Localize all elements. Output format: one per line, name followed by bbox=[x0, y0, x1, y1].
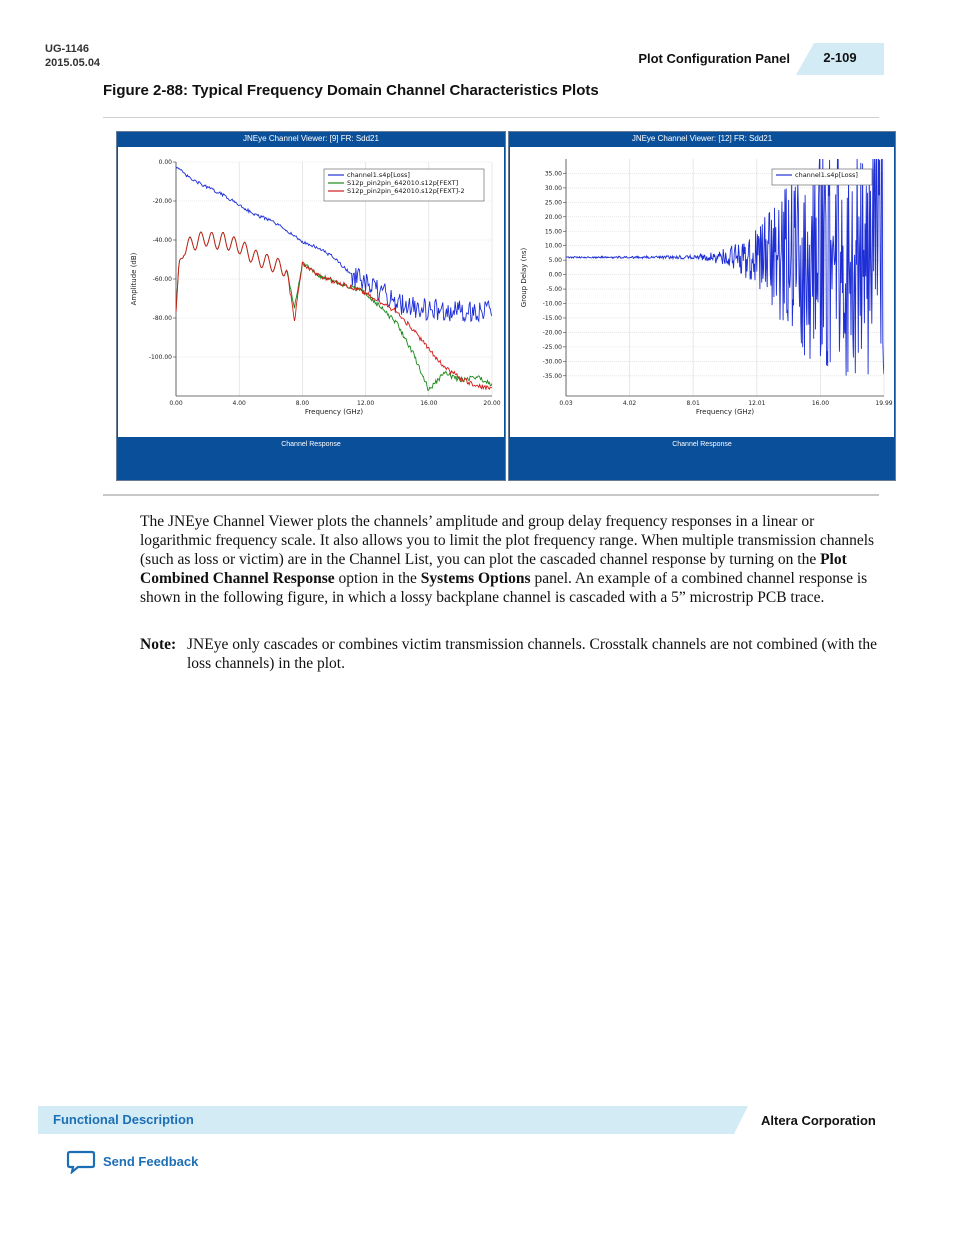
legend-label: S12p_pin2pin_642010.s12p[FEXT] bbox=[347, 179, 459, 187]
body-text: panel. An example of a combined channel response is shown in the following figure, in which a lossy backplane channel is cascaded with a 5” microstrip PCB trace. bbox=[140, 570, 868, 606]
y-tick-label: 5.00 bbox=[548, 257, 562, 265]
plot-area bbox=[118, 147, 504, 437]
chart-footer: Channel Response bbox=[281, 441, 341, 448]
legend-label: channel1.s4p[Loss] bbox=[347, 171, 410, 179]
y-tick-label: 0.00 bbox=[548, 271, 562, 279]
legend-label: S12p_pin2pin_642010.s12p[FEXT]-2 bbox=[347, 187, 465, 195]
chart-title: JNEye Channel Viewer: [9] FR: Sdd21 bbox=[243, 134, 379, 143]
y-tick-label: -25.00 bbox=[542, 343, 562, 351]
body-paragraph bbox=[140, 512, 880, 607]
x-tick-label: 12.00 bbox=[357, 400, 375, 407]
plot-area bbox=[510, 147, 894, 437]
group-delay-chart bbox=[510, 147, 894, 437]
x-tick-label: 12.01 bbox=[748, 400, 766, 407]
footer-section-bar bbox=[38, 1106, 748, 1134]
x-axis-label: Frequency (GHz) bbox=[304, 408, 364, 416]
doc-header-info bbox=[45, 42, 100, 70]
x-tick-label: 8.01 bbox=[686, 400, 700, 407]
speech-bubble-icon bbox=[66, 1150, 96, 1174]
doc-id: UG-1146 bbox=[45, 43, 90, 55]
section-title: Plot Configuration Panel bbox=[638, 51, 790, 66]
note-text: JNEye only cascades or combines victim transmission channels. Crosstalk channels are not combined (with the loss channels) in the plot. bbox=[187, 636, 878, 672]
x-tick-label: 16.00 bbox=[420, 400, 438, 407]
option-name: Plot Combined Channel Response bbox=[140, 551, 847, 587]
y-tick-label: -80.00 bbox=[152, 315, 172, 322]
doc-date: 2015.05.04 bbox=[45, 57, 101, 69]
x-tick-label: 0.00 bbox=[169, 400, 183, 407]
chart-footer: Channel Response bbox=[672, 441, 732, 448]
group-delay-chart-panel bbox=[508, 131, 896, 481]
amplitude-chart bbox=[118, 147, 504, 437]
x-tick-label: 4.02 bbox=[622, 400, 637, 407]
y-tick-label: 35.00 bbox=[544, 170, 562, 178]
footer-section-link[interactable]: Functional Description bbox=[53, 1112, 194, 1127]
y-tick-label: -15.00 bbox=[542, 314, 562, 322]
y-tick-label: 15.00 bbox=[544, 228, 562, 236]
x-tick-label: 8.00 bbox=[295, 400, 310, 407]
note-block bbox=[140, 635, 880, 673]
x-tick-label: 16.00 bbox=[811, 400, 830, 407]
chart-title: JNEye Channel Viewer: [12] FR: Sdd21 bbox=[631, 134, 773, 143]
amplitude-chart-panel bbox=[116, 131, 506, 481]
footer-company: Altera Corporation bbox=[761, 1113, 876, 1128]
y-tick-label: -5.00 bbox=[546, 286, 562, 294]
figure-caption: Figure 2-88: Typical Frequency Domain Channel Characteristics Plots bbox=[103, 82, 599, 99]
y-tick-label: 20.00 bbox=[544, 213, 562, 221]
figure-bottom-rule bbox=[103, 494, 879, 496]
y-tick-label: -30.00 bbox=[542, 358, 562, 366]
y-tick-label: 10.00 bbox=[544, 242, 562, 250]
y-tick-label: 25.00 bbox=[544, 199, 562, 207]
x-tick-label: 19.99 bbox=[875, 400, 893, 407]
y-tick-label: -20.00 bbox=[152, 198, 172, 205]
y-axis-label: Amplitude (dB) bbox=[130, 252, 138, 306]
y-tick-label: -20.00 bbox=[542, 329, 562, 337]
panel-name: Systems Options bbox=[420, 570, 531, 587]
note-label: Note: bbox=[140, 636, 177, 653]
page-number: 2-109 bbox=[823, 50, 857, 65]
x-tick-label: 4.00 bbox=[232, 400, 246, 407]
y-tick-label: 30.00 bbox=[544, 184, 562, 192]
page-number-tab bbox=[796, 43, 884, 75]
x-tick-label: 20.00 bbox=[483, 400, 501, 407]
figure-top-rule bbox=[103, 117, 879, 118]
x-tick-label: 0.03 bbox=[559, 400, 573, 407]
send-feedback-label: Send Feedback bbox=[103, 1154, 199, 1169]
y-tick-label: -100.00 bbox=[148, 354, 172, 361]
y-tick-label: -40.00 bbox=[152, 237, 172, 244]
y-tick-label: 0.00 bbox=[158, 159, 172, 166]
series-line bbox=[176, 232, 492, 390]
y-axis-label: Group Delay (ns) bbox=[520, 247, 528, 308]
body-text: The JNEye Channel Viewer plots the channels’ amplitude and group delay frequency responses in a linear or logarithmic frequency scale. It also allows you to limit the plot frequency range. When multiple transmission channels (such as loss or victim) are in the Channel List, you can plot the cascaded channel response by turning on the bbox=[140, 513, 875, 568]
y-tick-label: -35.00 bbox=[542, 372, 562, 380]
x-axis-label: Frequency (GHz) bbox=[695, 408, 755, 416]
y-tick-label: -60.00 bbox=[152, 276, 172, 283]
body-text: option in the bbox=[334, 570, 421, 587]
send-feedback-link[interactable] bbox=[66, 1150, 199, 1179]
y-tick-label: -10.00 bbox=[542, 300, 562, 308]
legend-label: channel1.s4p[Loss] bbox=[795, 171, 858, 179]
